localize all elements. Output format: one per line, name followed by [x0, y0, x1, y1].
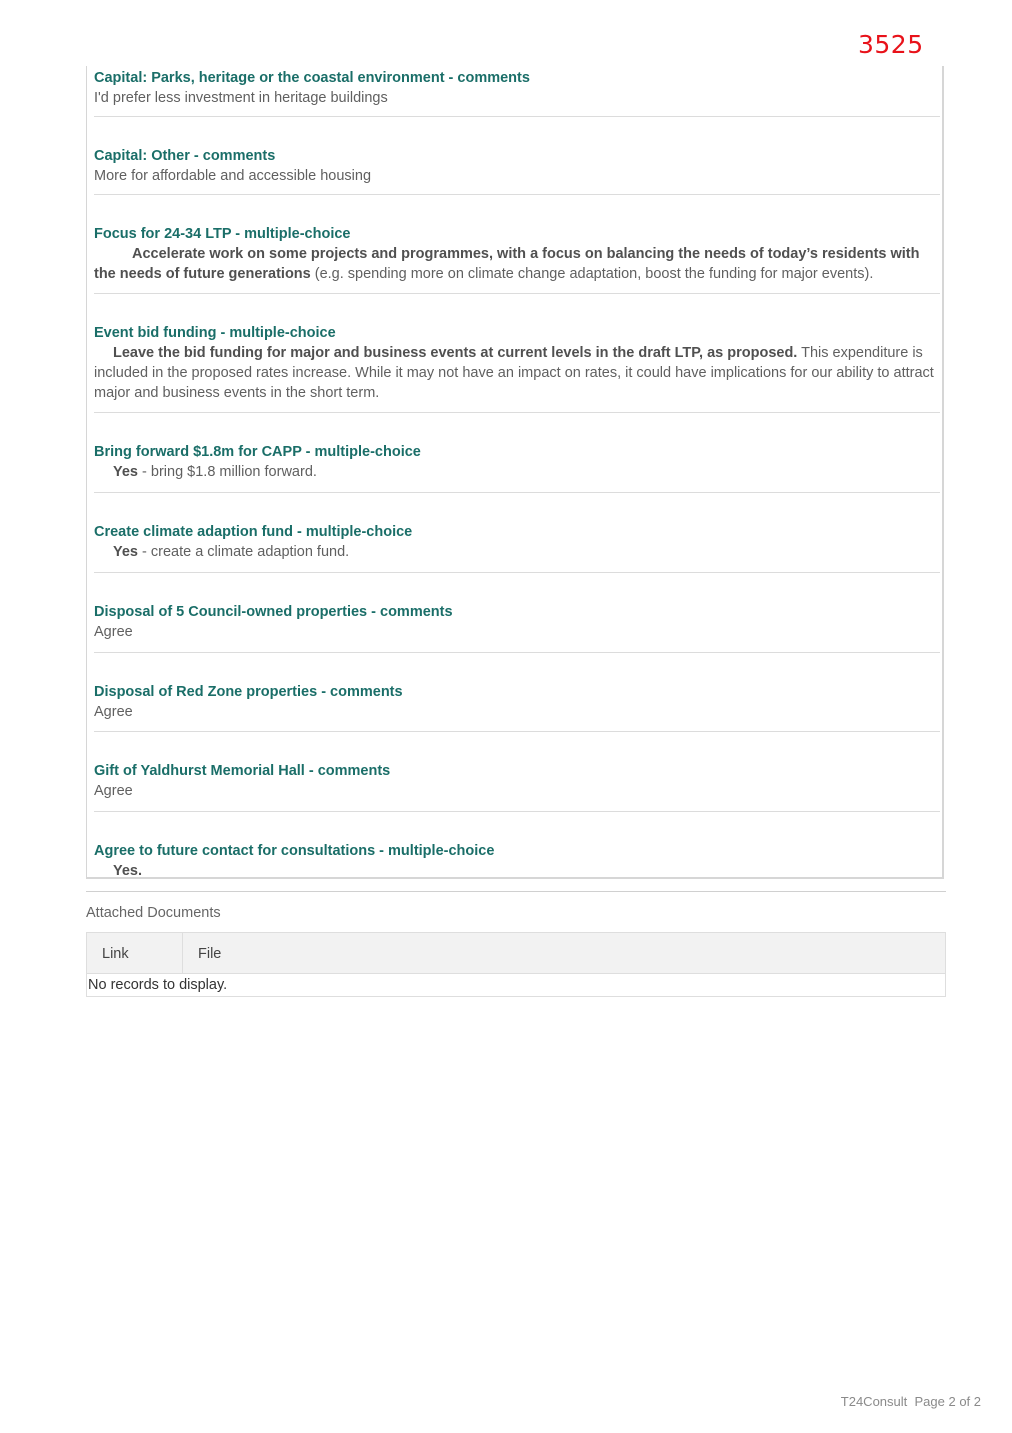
question-answer: Agree — [94, 783, 133, 799]
question-item — [94, 493, 940, 573]
question-item — [94, 195, 940, 294]
question-title: Create climate adaption fund - multiple-choice — [94, 524, 413, 540]
attached-documents-title: Attached Documents — [86, 905, 221, 921]
response-panel — [86, 66, 944, 879]
answer-choice: Yes — [113, 544, 138, 560]
question-list — [94, 66, 940, 882]
table-header — [87, 933, 945, 974]
question-title: Capital: Other - comments — [94, 148, 276, 164]
page-footer — [841, 1394, 981, 1409]
question-answer — [94, 343, 940, 403]
answer-detail: - bring $1.8 million forward. — [138, 464, 317, 480]
empty-message: No records to display. — [88, 977, 228, 993]
question-item — [94, 294, 940, 413]
question-answer — [94, 861, 940, 881]
page-number: 3525 — [858, 30, 924, 59]
question-title: Disposal of Red Zone properties - comments — [94, 684, 403, 700]
question-title: Gift of Yaldhurst Memorial Hall - comments — [94, 763, 391, 779]
question-answer: I'd prefer less investment in heritage buildings — [94, 90, 388, 106]
question-item — [94, 653, 940, 732]
footer-page-label: Page 2 of 2 — [914, 1394, 981, 1409]
answer-detail: (e.g. spending more on climate change adaptation, boost the funding for major events). — [310, 266, 874, 282]
answer-choice: Yes — [113, 464, 138, 480]
question-answer: Agree — [94, 624, 133, 640]
answer-choice: Yes. — [113, 863, 143, 879]
question-title: Agree to future contact for consultations - multiple-choice — [94, 843, 495, 859]
section-divider — [86, 891, 946, 892]
footer-app-name: T24Consult — [840, 1394, 908, 1409]
question-title: Event bid funding - multiple-choice — [94, 325, 336, 341]
question-title: Focus for 24-34 LTP - multiple-choice — [94, 226, 351, 242]
question-answer: More for affordable and accessible housing — [94, 168, 372, 184]
column-header-link[interactable]: Link — [87, 933, 183, 973]
question-item — [94, 732, 940, 812]
question-answer: Agree — [94, 704, 133, 720]
question-title: Capital: Parks, heritage or the coastal environment - comments — [94, 70, 530, 86]
question-item — [94, 573, 940, 653]
question-item — [94, 413, 940, 493]
answer-detail: This expenditure is included in the proposed rates increase. While it may not have an impact on rates, it could have implications for our ability to attract major and business events in the short term. — [94, 345, 934, 401]
question-title: Bring forward $1.8m for CAPP - multiple-choice — [94, 444, 421, 460]
question-item — [94, 66, 940, 117]
answer-choice: Accelerate work on some projects and programmes, with a focus on balancing the needs of today’s residents with the needs of future generations — [94, 246, 920, 282]
column-header-file[interactable]: File — [198, 946, 222, 962]
question-title: Disposal of 5 Council-owned properties - comments — [94, 604, 453, 620]
answer-choice: Leave the bid funding for major and business events at current levels in the draft LTP, as proposed. — [113, 345, 798, 361]
answer-detail: - create a climate adaption fund. — [138, 544, 350, 560]
attached-documents-table — [86, 932, 946, 997]
question-answer — [94, 542, 940, 562]
question-item — [94, 117, 940, 195]
question-answer — [94, 462, 940, 482]
question-item — [94, 812, 940, 882]
question-answer — [94, 244, 940, 284]
